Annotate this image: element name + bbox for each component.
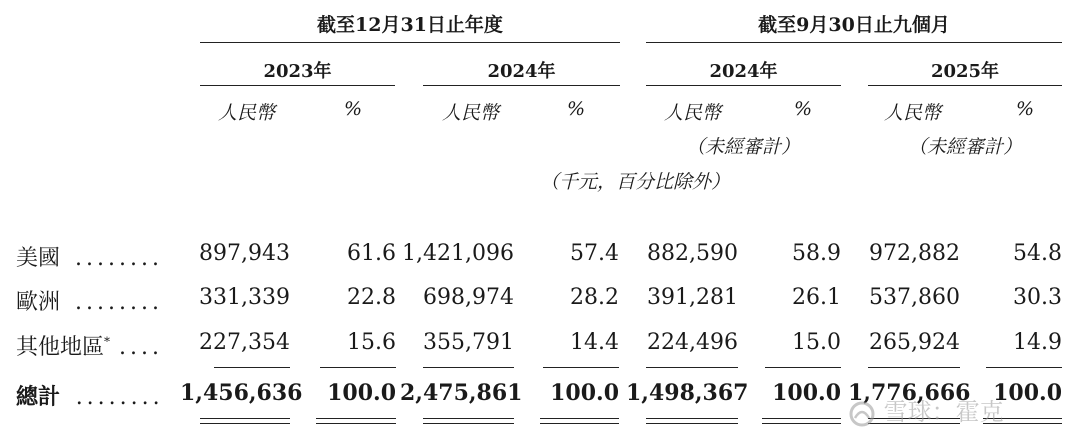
row-label-text: 歐洲: [16, 290, 61, 315]
double-rule-bottom: [316, 423, 396, 424]
cell-value: 897,943: [199, 241, 290, 266]
cell-value: 265,924: [869, 330, 960, 355]
percent-label: %: [794, 98, 813, 120]
cell-value: 1,421,096: [402, 241, 514, 266]
footnote-marker: *: [104, 334, 111, 349]
row-label-usa: [16, 241, 163, 272]
double-rule-bottom: [423, 423, 514, 424]
percent-label: %: [567, 98, 586, 120]
currency-label: 人民幣: [218, 102, 276, 124]
cell-value: 227,354: [199, 330, 290, 355]
row-label-other-regions: [16, 330, 163, 361]
double-rule-top: [423, 418, 514, 419]
total-value: 100.0: [772, 380, 841, 406]
cell-value: 30.3: [1013, 285, 1062, 310]
subtotal-rule: [543, 367, 619, 368]
double-rule-bottom: [762, 423, 841, 424]
percent-label: %: [1016, 98, 1035, 120]
currency-label: 人民幣: [664, 102, 722, 124]
cell-value: 14.4: [570, 330, 619, 355]
cell-value: 61.6: [347, 241, 396, 266]
year-header: 2024年: [709, 61, 778, 82]
cell-value: 58.9: [792, 241, 841, 266]
total-value: 100.0: [327, 380, 396, 406]
total-value: 100.0: [993, 380, 1062, 406]
row-label-europe: [16, 285, 163, 316]
leader-dots: ........: [75, 246, 163, 271]
group-header-nine-months: 截至9月30日止九個月: [758, 14, 950, 36]
year-underline: [646, 85, 841, 86]
year-header: 2024年: [487, 61, 556, 82]
cell-value: 22.8: [347, 285, 396, 310]
total-value: 1,456,636: [180, 380, 303, 406]
double-rule-top: [540, 418, 619, 419]
unit-note: （千元，百分比除外）: [540, 171, 731, 193]
cell-value: 537,860: [869, 285, 960, 310]
row-label-text: 其他地區: [16, 335, 105, 360]
cell-value: 15.6: [347, 330, 396, 355]
double-rule-bottom: [200, 423, 290, 424]
subtotal-rule: [646, 367, 738, 368]
cell-value: 698,974: [423, 285, 514, 310]
cell-value: 28.2: [570, 285, 619, 310]
cell-value: 54.8: [1013, 241, 1062, 266]
leader-dots: ........: [75, 385, 164, 410]
cell-value: 972,882: [869, 241, 960, 266]
total-value: 1,776,666: [848, 380, 971, 406]
currency-label: 人民幣: [884, 102, 942, 124]
year-underline: [200, 85, 395, 86]
row-label-total: [16, 380, 164, 411]
row-label-text: 總計: [16, 384, 61, 410]
group-header-underline: [200, 42, 620, 43]
cell-value: 882,590: [647, 241, 738, 266]
year-underline: [868, 85, 1062, 86]
double-rule-top: [200, 418, 290, 419]
year-underline: [423, 85, 620, 86]
cell-value: 391,281: [647, 285, 738, 310]
double-rule-bottom: [540, 423, 619, 424]
subtotal-rule: [214, 367, 290, 368]
group-header-underline: [646, 42, 1062, 43]
double-rule-bottom: [646, 423, 738, 424]
subtotal-rule: [423, 367, 514, 368]
total-value: 2,475,861: [400, 380, 523, 406]
subtotal-rule: [320, 367, 396, 368]
total-value: 100.0: [550, 380, 619, 406]
cell-value: 57.4: [570, 241, 619, 266]
cell-value: 14.9: [1013, 330, 1062, 355]
currency-label: 人民幣: [442, 102, 500, 124]
double-rule-top: [646, 418, 738, 419]
group-header-fiscal-year: 截至12月31日止年度: [317, 14, 503, 36]
subtotal-rule: [986, 367, 1062, 368]
watermark-text: 雪球：霍克: [883, 398, 1004, 426]
unaudited-note: （未經審計）: [686, 136, 801, 158]
subtotal-rule: [765, 367, 841, 368]
double-rule-top: [762, 418, 841, 419]
double-rule-top: [316, 418, 396, 419]
year-header: 2025年: [930, 61, 1000, 82]
percent-label: %: [344, 98, 363, 120]
cell-value: 355,791: [423, 330, 514, 355]
cell-value: 331,339: [199, 285, 290, 310]
snowball-logo-icon: [848, 400, 876, 428]
unaudited-note: （未經審計）: [908, 136, 1023, 158]
row-label-text: 美國: [16, 246, 61, 271]
leader-dots: ........: [75, 290, 163, 315]
leader-dots: ....: [119, 335, 163, 360]
cell-value: 224,496: [647, 330, 738, 355]
total-value: 1,498,367: [626, 380, 749, 406]
year-header: 2023年: [263, 61, 332, 82]
subtotal-rule: [868, 367, 960, 368]
cell-value: 26.1: [792, 285, 841, 310]
cell-value: 15.0: [792, 330, 841, 355]
watermark: [848, 392, 1004, 428]
